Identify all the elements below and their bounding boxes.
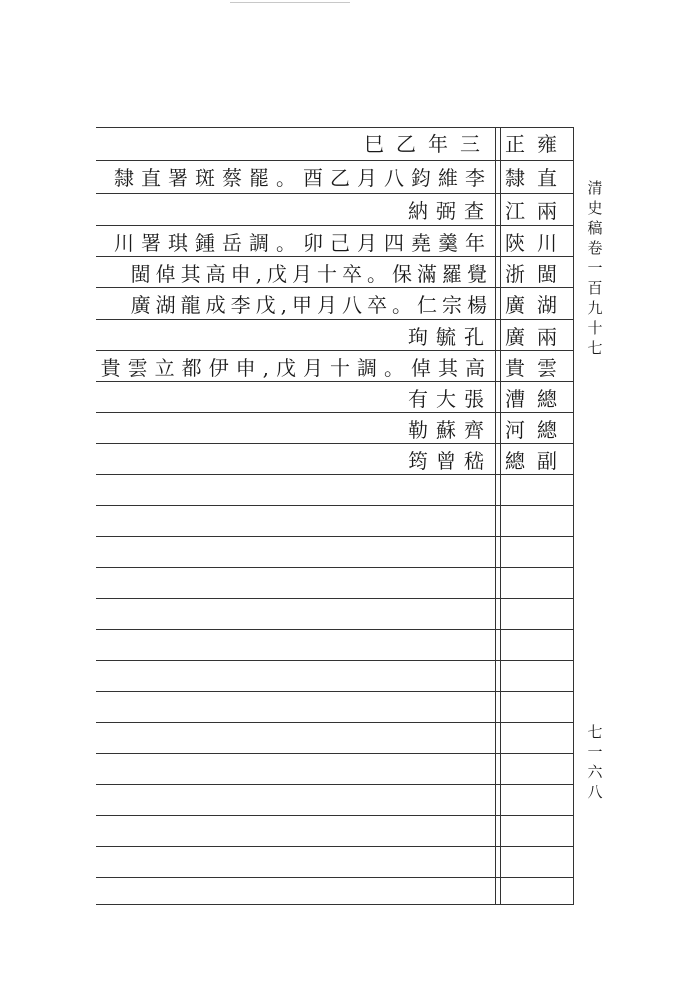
row-rule: [96, 815, 574, 816]
row-4-left: 閩倬其高申,戊月十卒。保滿羅覺: [130, 262, 492, 286]
table-frame: [96, 127, 574, 905]
row-rule: [96, 536, 574, 537]
row-rule: [96, 443, 574, 444]
row-rule: [96, 598, 574, 599]
row-7-right: 貴雲: [505, 356, 569, 380]
row-rule: [96, 660, 574, 661]
book-title: 清史稿卷一百九十七: [587, 179, 603, 357]
row-3-left: 川署琪鍾岳調。卯己月四堯羹年: [114, 231, 492, 255]
row-rule: [96, 691, 574, 692]
row-6-right: 廣兩: [505, 325, 569, 349]
row-rule: [96, 350, 574, 351]
row-rule: [96, 412, 574, 413]
row-10-right: 總副: [505, 449, 569, 473]
row-5-left: 廣湖龍成李戊,甲月八卒。仁宗楊: [130, 293, 492, 317]
row-4-right: 浙閩: [505, 262, 569, 286]
page-number: 七一六八: [587, 723, 603, 801]
row-rule: [96, 784, 574, 785]
table-top-rule: [96, 127, 574, 128]
row-rule: [96, 287, 574, 288]
row-rule: [96, 567, 574, 568]
row-6-left: 珣毓孔: [408, 325, 492, 349]
row-5-right: 廣湖: [505, 293, 569, 317]
row-3-right: 陝川: [505, 231, 569, 255]
header-row-left: 巳乙年三: [364, 132, 492, 156]
row-rule: [96, 846, 574, 847]
row-1-right: 隸直: [505, 166, 569, 190]
header-rule: [96, 160, 574, 161]
row-9-right: 河總: [505, 418, 569, 442]
row-rule: [96, 474, 574, 475]
row-rule: [96, 193, 574, 194]
row-2-right: 江兩: [505, 199, 569, 223]
row-7-left: 貴雲立都伊申,戊月十調。倬其高: [100, 356, 492, 380]
row-rule: [96, 256, 574, 257]
row-9-left: 勒蘇齊: [408, 418, 492, 442]
row-2-left: 納弼查: [408, 199, 492, 223]
row-rule: [96, 877, 574, 878]
row-10-left: 筠曾嵇: [408, 449, 492, 473]
row-1-left: 隸直署斑蔡罷。酉乙月八鈞維李: [114, 166, 492, 190]
row-8-left: 有大張: [408, 387, 492, 411]
row-rule: [96, 753, 574, 754]
header-row-right: 正雍: [505, 132, 569, 156]
column-divider-left: [495, 127, 496, 905]
scan-mark: [230, 2, 350, 3]
row-rule: [96, 505, 574, 506]
row-rule: [96, 225, 574, 226]
row-rule: [96, 629, 574, 630]
bottom-rule: [96, 904, 574, 905]
row-rule: [96, 381, 574, 382]
row-rule: [96, 319, 574, 320]
row-8-right: 漕總: [505, 387, 569, 411]
row-rule: [96, 722, 574, 723]
